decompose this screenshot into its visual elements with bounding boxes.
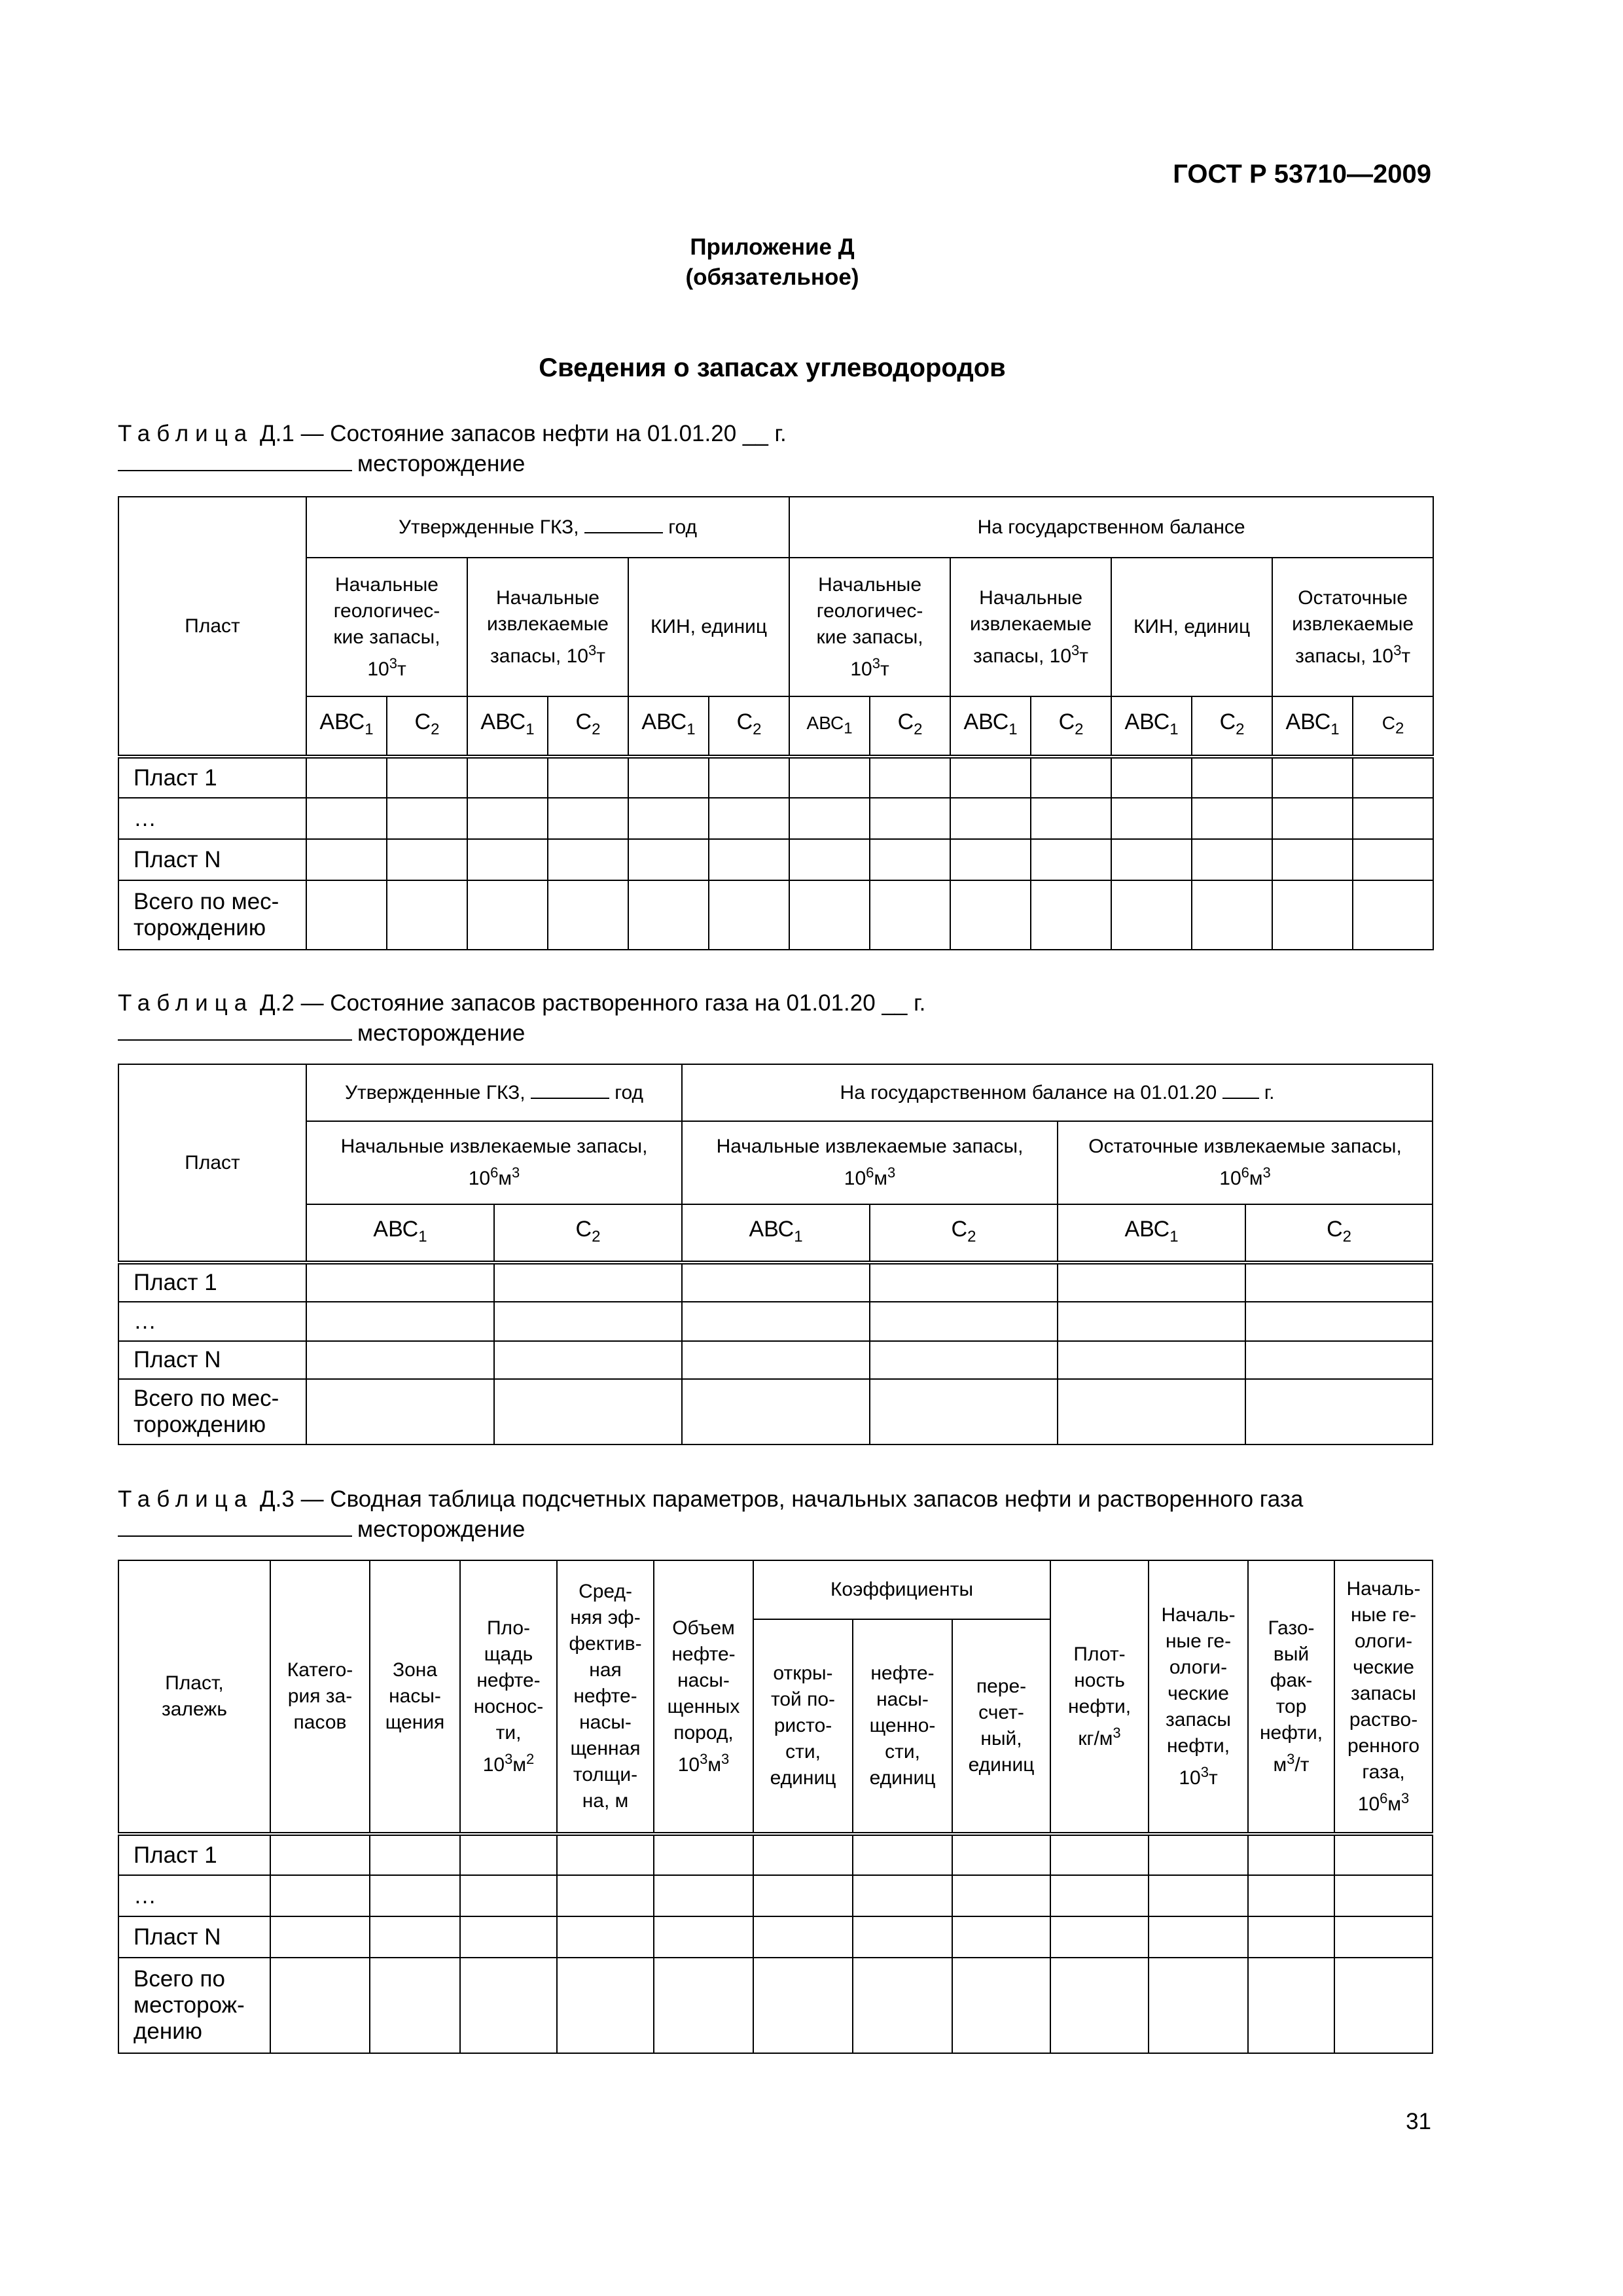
col-oil-density: Плот- ность нефти, $кг/м^3$ xyxy=(1050,1560,1149,1834)
row-label: … xyxy=(118,1875,270,1916)
table-row xyxy=(118,1834,1433,1875)
state-balance-header: На государственном балансе xyxy=(789,497,1433,558)
coefficients-header: Коэффициенты xyxy=(753,1560,1050,1619)
row-label: Пласт N xyxy=(118,1916,270,1958)
col-plast-deposit: Пласт, залежь xyxy=(118,1560,270,1834)
row-label: Пласт 1 xyxy=(118,1263,306,1302)
table-caption-text: Д.1 — Состояние запасов нефти на 01.01.20 __ г. xyxy=(259,421,787,446)
col-effective-thickness: Сред- няя эф- фектив- ная нефте- насы- щенная толщи- на, м xyxy=(557,1560,654,1834)
cat-abc1: $АВС_1$ xyxy=(467,696,548,757)
field-name-blank xyxy=(118,1516,352,1537)
cat-c2: $С_2$ xyxy=(1353,696,1433,757)
col-gas-geological-reserves: Началь- ные ге- ологи- ческие запасы раство- ренного газа, $10^6м^3$ xyxy=(1334,1560,1433,1834)
cat-c2: $С_2$ xyxy=(494,1204,682,1263)
page-number: 31 xyxy=(1406,2109,1431,2134)
table-d2-caption xyxy=(118,988,925,1049)
table-row xyxy=(118,1875,1433,1916)
approved-gkz-header: Утвержденные ГКЗ, год xyxy=(306,1064,682,1121)
row-label: Всего по мес- торождению xyxy=(118,1379,306,1444)
row-label: … xyxy=(118,1302,306,1341)
field-name-blank xyxy=(118,1020,352,1041)
field-suffix: месторождение xyxy=(357,1516,526,1542)
row-label: Пласт 1 xyxy=(118,757,306,798)
recovery-factor: КИН, единиц xyxy=(628,558,789,696)
table-row xyxy=(118,798,1433,839)
table-row xyxy=(118,1302,1433,1341)
cat-c2: $С_2$ xyxy=(548,696,628,757)
cat-abc1: $АВС_1$ xyxy=(306,1204,494,1263)
appendix-note: (обязательное) xyxy=(685,264,859,290)
table-label: Таблица xyxy=(118,1486,254,1512)
col-plast: Пласт xyxy=(118,1064,306,1263)
col-oil-bearing-area: Пло- щадь нефте- носнос- ти, $10^3м^2$ xyxy=(460,1560,557,1834)
field-suffix: месторождение xyxy=(357,1020,526,1046)
appendix-title: Приложение Д xyxy=(690,234,855,260)
year-blank xyxy=(1222,1081,1259,1099)
cat-abc1: $АВС_1$ xyxy=(789,696,870,757)
approved-gkz-header: Утвержденные ГКЗ, год xyxy=(306,497,789,558)
cat-c2: $С_2$ xyxy=(1245,1204,1433,1263)
table-d3-caption xyxy=(118,1484,1303,1545)
initial-recoverable-reserves: Начальные извлекаемые запасы, $10^3т$ xyxy=(467,558,628,696)
cat-c2: $С_2$ xyxy=(1192,696,1272,757)
cat-abc1: $АВС_1$ xyxy=(950,696,1031,757)
col-oil-geological-reserves: Началь- ные ге- ологи- ческие запасы нефти, $10^3т$ xyxy=(1149,1560,1248,1834)
table-d3 xyxy=(118,1560,1433,2054)
table-row-total xyxy=(118,1958,1433,2053)
initial-geological-reserves: Начальные геологичес- кие запасы, $10^3т$ xyxy=(306,558,467,696)
col-reserve-category: Катего- рия за- пасов xyxy=(270,1560,370,1834)
table-d2 xyxy=(118,1064,1433,1445)
cat-abc1: $АВС_1$ xyxy=(1272,696,1353,757)
cat-abc1: $АВС_1$ xyxy=(306,696,387,757)
row-label: Пласт 1 xyxy=(118,1834,270,1875)
table-row xyxy=(118,1916,1433,1958)
cat-abc1: $АВС_1$ xyxy=(1058,1204,1245,1263)
table-label: Таблица xyxy=(118,990,254,1016)
row-label: Всего по мес- торождению xyxy=(118,880,306,950)
cat-c2: $С_2$ xyxy=(870,696,950,757)
year-blank xyxy=(531,1081,609,1099)
col-gas-factor: Газо- вый фак- тор нефти, $м^3/т$ xyxy=(1248,1560,1334,1834)
cat-c2: $С_2$ xyxy=(709,696,789,757)
row-label: Пласт N xyxy=(118,1341,306,1379)
cat-abc1: $АВС_1$ xyxy=(1111,696,1192,757)
table-row-total xyxy=(118,1379,1433,1444)
row-label: Всего по месторож- дению xyxy=(118,1958,270,2053)
table-caption-text: Д.2 — Состояние запасов растворенного газа на 01.01.20 __ г. xyxy=(259,990,926,1016)
cat-abc1: $АВС_1$ xyxy=(628,696,709,757)
initial-geological-reserves: Начальные геологичес- кие запасы, $10^3т$ xyxy=(789,558,950,696)
table-label: Таблица xyxy=(118,421,254,446)
table-row-total xyxy=(118,880,1433,950)
col-saturation-zone: Зона насы- щения xyxy=(370,1560,460,1834)
cat-c2: $С_2$ xyxy=(870,1204,1058,1263)
initial-recoverable-reserves: Начальные извлекаемые запасы, $10^3т$ xyxy=(950,558,1111,696)
table-row xyxy=(118,757,1433,798)
table-row xyxy=(118,1341,1433,1379)
field-name-blank xyxy=(118,450,352,471)
row-label: Пласт N xyxy=(118,839,306,880)
row-label: … xyxy=(118,798,306,839)
cat-abc1: $АВС_1$ xyxy=(682,1204,870,1263)
initial-recoverable-reserves: Начальные извлекаемые запасы, $10^6м^3$ xyxy=(306,1121,682,1204)
table-row xyxy=(118,839,1433,880)
recovery-factor: КИН, единиц xyxy=(1111,558,1272,696)
table-d1-caption xyxy=(118,419,787,479)
table-row xyxy=(118,1263,1433,1302)
cat-c2: $С_2$ xyxy=(1031,696,1111,757)
field-suffix: месторождение xyxy=(357,451,526,476)
document-id: ГОСТ Р 53710—2009 xyxy=(1173,160,1431,188)
col-open-porosity: откры- той по- ристо- сти, единиц xyxy=(753,1619,853,1834)
appendix-heading xyxy=(0,232,1544,293)
initial-recoverable-reserves: Начальные извлекаемые запасы, $10^6м^3$ xyxy=(682,1121,1058,1204)
year-blank xyxy=(584,515,663,533)
state-balance-header: На государственном балансе на 01.01.20 г. xyxy=(682,1064,1433,1121)
section-title: Сведения о запасах углеводородов xyxy=(539,353,1006,382)
col-conversion-factor: пере- счет- ный, единиц xyxy=(952,1619,1050,1834)
table-d1 xyxy=(118,496,1434,950)
col-plast: Пласт xyxy=(118,497,306,757)
residual-recoverable-reserves: Остаточные извлекаемые запасы, $10^6м^3$ xyxy=(1058,1121,1433,1204)
col-rock-volume: Объем нефте- насы- щенных пород, $10^3м^3$ xyxy=(654,1560,753,1834)
col-oil-saturation: нефте- насы- щенно- сти, единиц xyxy=(853,1619,952,1834)
cat-c2: $С_2$ xyxy=(387,696,467,757)
table-caption-text: Д.3 — Сводная таблица подсчетных параметров, начальных запасов нефти и растворенного газа xyxy=(259,1486,1304,1512)
residual-recoverable-reserves: Остаточные извлекаемые запасы, $10^3т$ xyxy=(1272,558,1433,696)
